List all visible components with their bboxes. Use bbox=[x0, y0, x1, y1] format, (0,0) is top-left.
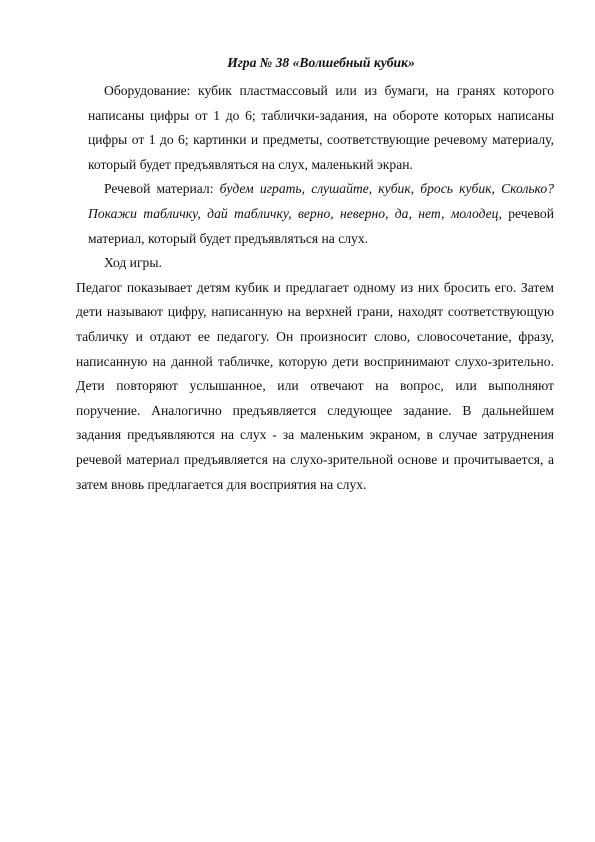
speech-material-phrases: будем играть, слушайте, кубик, брось кубик, Сколько? Покажи табличку, дай табличку, верно, неверно, да, нет, молодец, bbox=[88, 181, 554, 221]
procedure-paragraph: Педагог показывает детям кубик и предлагает одному из них бросить его. Затем дети называют цифру, написанную на верхней грани, находят соответствующую табличку и отдают ее педагогу. Он произносит слово, словосочетание, фразу, написанную на данной табличке, которую дети воспринимают слухо-зрительно. Дети повторяют услышанное, или отвечают на вопрос, или выполняют поручение. Аналогично предъявляется следующее задание. В дальнейшем задания предъявляются на слух - за маленьким экраном, в случае затруднения речевой материал предъявляется на слухо-зрительной основе и прочитывается, а затем вновь предлагается для восприятия на слух. bbox=[76, 279, 554, 492]
speech-material-paragraph bbox=[88, 177, 554, 251]
document-body bbox=[76, 52, 554, 497]
equipment-paragraph: Оборудование: кубик пластмассовый или из бумаги, на гранях которого написаны цифры от 1 до 6; таблички-задания, на обороте которых написаны цифры от 1 до 6; картинки и предметы, соответствующие речевому материалу, который будет предъявляться на слух, маленький экран. bbox=[88, 83, 554, 172]
document-title: Игра № 38 «Волшебный кубик» bbox=[227, 55, 415, 70]
speech-material-rest: речевой материал, который будет предъявляться на слух. bbox=[88, 205, 554, 246]
speech-material-label: Речевой материал: bbox=[104, 181, 220, 197]
procedure-heading: Ход игры. bbox=[104, 255, 162, 271]
